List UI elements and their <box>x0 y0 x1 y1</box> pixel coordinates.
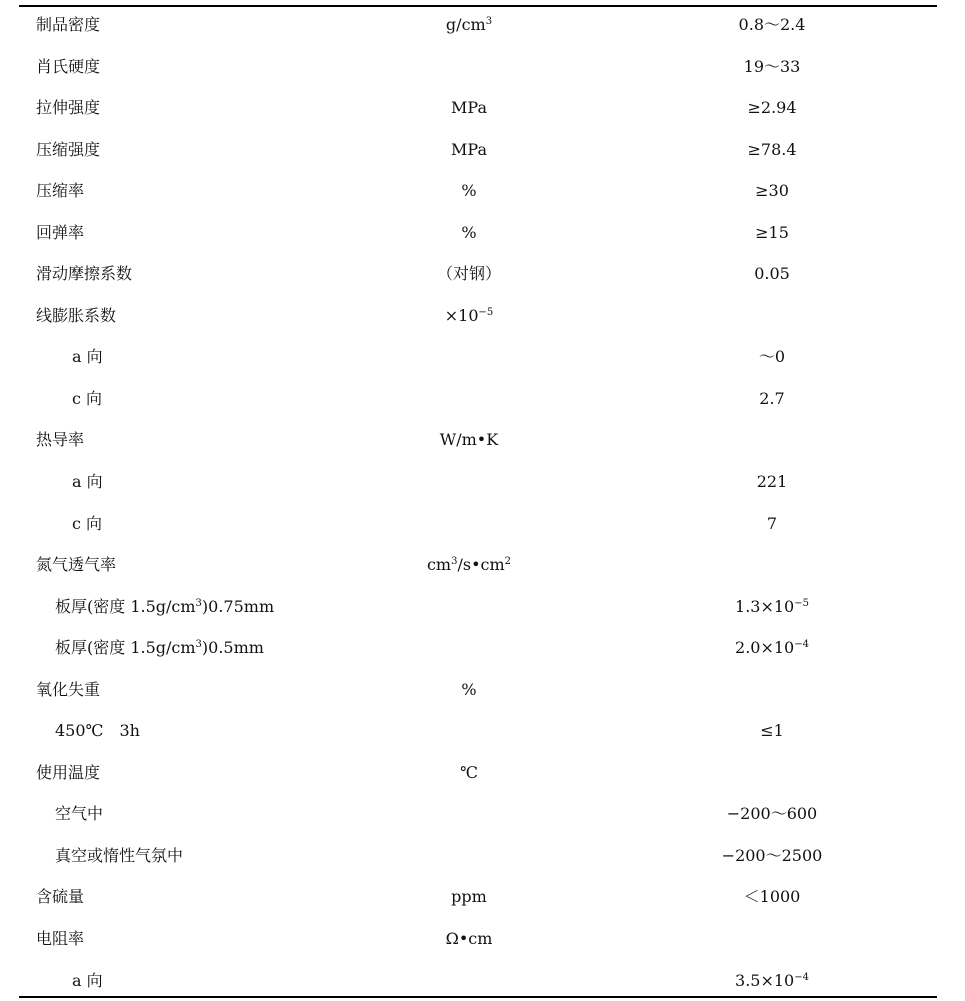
value-superscript: −5 <box>794 597 809 609</box>
value-text: ≥30 <box>755 181 789 201</box>
param-text: c 向 <box>72 513 103 533</box>
param-cell <box>36 87 100 129</box>
param-text: 滑动摩擦系数 <box>36 264 133 284</box>
table-row <box>0 960 965 1001</box>
param-cell <box>36 170 84 212</box>
table-row <box>0 212 965 254</box>
value-cell <box>747 129 796 171</box>
param-cell <box>36 752 100 794</box>
value-text: 0.05 <box>754 264 790 284</box>
value-text: 1.3×10 <box>735 596 795 616</box>
param-text: 使用温度 <box>36 762 101 782</box>
param-cell <box>36 295 116 337</box>
unit-cell <box>451 87 487 129</box>
param-text: 压缩强度 <box>36 139 101 159</box>
unit-text: % <box>461 222 477 242</box>
table-row <box>0 461 965 503</box>
unit-cell <box>446 4 492 46</box>
value-text: ≥15 <box>755 222 789 242</box>
param-text: 空气中 <box>55 804 104 824</box>
table-row <box>0 129 965 171</box>
value-text: 2.7 <box>759 388 785 408</box>
value-cell <box>739 4 806 46</box>
param-text: 拉伸强度 <box>36 98 101 118</box>
unit-text: % <box>461 679 477 699</box>
value-text: 19～33 <box>743 56 801 76</box>
unit-cell <box>445 295 494 337</box>
param-cell <box>72 378 102 420</box>
value-cell <box>767 503 777 545</box>
param-cell <box>72 336 103 378</box>
table-row <box>0 46 965 88</box>
table-row <box>0 669 965 711</box>
value-cell <box>722 835 823 877</box>
value-text: ≥78.4 <box>747 139 797 159</box>
value-text: 2.0×10 <box>735 638 795 658</box>
table-row <box>0 627 965 669</box>
param-text: c 向 <box>72 388 103 408</box>
value-cell <box>755 170 789 212</box>
unit-text: MPa <box>451 98 487 118</box>
param-cell <box>36 669 100 711</box>
param-text: 热导率 <box>36 430 85 450</box>
param-cell <box>36 419 84 461</box>
unit-text-tail: /s•cm <box>457 555 505 575</box>
unit-text: MPa <box>451 139 487 159</box>
value-cell <box>755 212 789 254</box>
unit-text: ppm <box>451 887 487 907</box>
table-row <box>0 544 965 586</box>
param-cell <box>55 835 183 877</box>
value-text: −200～2500 <box>721 845 823 865</box>
param-text-tail: )0.5mm <box>201 638 264 658</box>
param-text-tail: )0.75mm <box>201 596 275 616</box>
param-text: 线膨胀系数 <box>36 305 117 325</box>
param-cell <box>36 544 116 586</box>
value-cell <box>735 627 809 669</box>
table-row <box>0 87 965 129</box>
unit-cell <box>451 876 487 918</box>
unit-superscript-tail: 2 <box>504 556 512 568</box>
value-cell <box>759 378 784 420</box>
value-cell <box>757 461 788 503</box>
unit-cell <box>461 170 476 212</box>
unit-cell <box>440 419 498 461</box>
unit-cell <box>461 669 476 711</box>
param-text: 制品密度 <box>36 15 101 34</box>
unit-superscript: 3 <box>451 556 458 568</box>
table-row <box>0 378 965 420</box>
table-row <box>0 876 965 918</box>
value-text: 7 <box>766 513 778 533</box>
param-text: 压缩率 <box>36 181 85 201</box>
param-text: 板厚(密度 1.5g/cm <box>55 638 196 658</box>
param-cell <box>72 461 103 503</box>
value-text: ≤1 <box>760 721 784 741</box>
param-cell <box>55 793 103 835</box>
unit-text: g/cm <box>445 15 486 34</box>
param-cell <box>72 960 103 1001</box>
param-text: 真空或惰性气氛中 <box>55 845 184 865</box>
unit-cell <box>461 212 476 254</box>
value-cell <box>744 46 801 88</box>
value-cell <box>735 586 809 628</box>
table-row <box>0 295 965 337</box>
param-cell <box>36 212 84 254</box>
param-cell <box>72 503 102 545</box>
unit-text: ×10 <box>444 305 479 325</box>
value-cell <box>735 960 809 1001</box>
table-row <box>0 253 965 295</box>
param-text: 肖氏硬度 <box>36 56 101 76</box>
unit-superscript: −5 <box>478 306 494 318</box>
param-cell <box>55 627 264 669</box>
table-row <box>0 503 965 545</box>
param-cell <box>55 710 140 752</box>
param-text: 450℃ 3h <box>55 721 140 741</box>
table-row <box>0 752 965 794</box>
unit-text: cm <box>426 555 452 575</box>
param-text: 电阻率 <box>36 929 85 949</box>
param-text: 氮气透气率 <box>36 555 117 575</box>
unit-cell <box>460 752 478 794</box>
table-row <box>0 170 965 212</box>
value-cell <box>727 793 818 835</box>
value-text: ～0 <box>758 347 786 367</box>
table-row <box>0 4 965 46</box>
param-cell <box>36 129 100 171</box>
param-cell <box>55 586 274 628</box>
param-superscript: 3 <box>195 597 202 609</box>
param-cell <box>36 4 100 46</box>
unit-text: W/m•K <box>439 430 499 450</box>
unit-cell <box>427 544 511 586</box>
unit-text: （对钢） <box>436 264 502 284</box>
table-row <box>0 419 965 461</box>
param-superscript: 3 <box>195 639 202 651</box>
value-cell <box>760 710 784 752</box>
table-row <box>0 835 965 877</box>
param-text: 板厚(密度 1.5g/cm <box>55 596 196 616</box>
table-bottom-rule <box>19 996 937 998</box>
param-text: 含硫量 <box>36 887 85 907</box>
table-row <box>0 918 965 960</box>
table-row <box>0 793 965 835</box>
value-text: −200～600 <box>726 804 818 824</box>
param-cell <box>36 46 100 88</box>
unit-text: ℃ <box>460 762 478 782</box>
value-cell <box>747 87 796 129</box>
unit-cell <box>446 918 493 960</box>
value-cell <box>744 876 801 918</box>
unit-text: % <box>461 181 477 201</box>
unit-superscript: 3 <box>485 16 493 27</box>
table-row <box>0 336 965 378</box>
unit-cell <box>437 253 501 295</box>
value-cell <box>759 336 785 378</box>
property-table <box>0 4 965 1001</box>
param-text: a 向 <box>72 472 103 492</box>
table-row <box>0 710 965 752</box>
value-text: 0.8～2.4 <box>738 15 806 34</box>
value-text: 3.5×10 <box>735 970 795 990</box>
param-text: a 向 <box>72 970 103 990</box>
value-text: ≥2.94 <box>747 98 797 118</box>
param-cell <box>36 918 84 960</box>
param-text: 回弹率 <box>36 222 85 242</box>
param-text: a 向 <box>72 347 103 367</box>
value-superscript: −4 <box>794 971 809 983</box>
value-text: 221 <box>756 472 788 492</box>
table-row <box>0 586 965 628</box>
param-cell <box>36 876 84 918</box>
value-text: ＜1000 <box>743 887 801 907</box>
unit-text: Ω•cm <box>445 929 493 949</box>
param-text: 氧化失重 <box>36 679 101 699</box>
unit-cell <box>451 129 487 171</box>
value-cell <box>754 253 790 295</box>
param-cell <box>36 253 132 295</box>
value-superscript: −4 <box>794 639 809 651</box>
